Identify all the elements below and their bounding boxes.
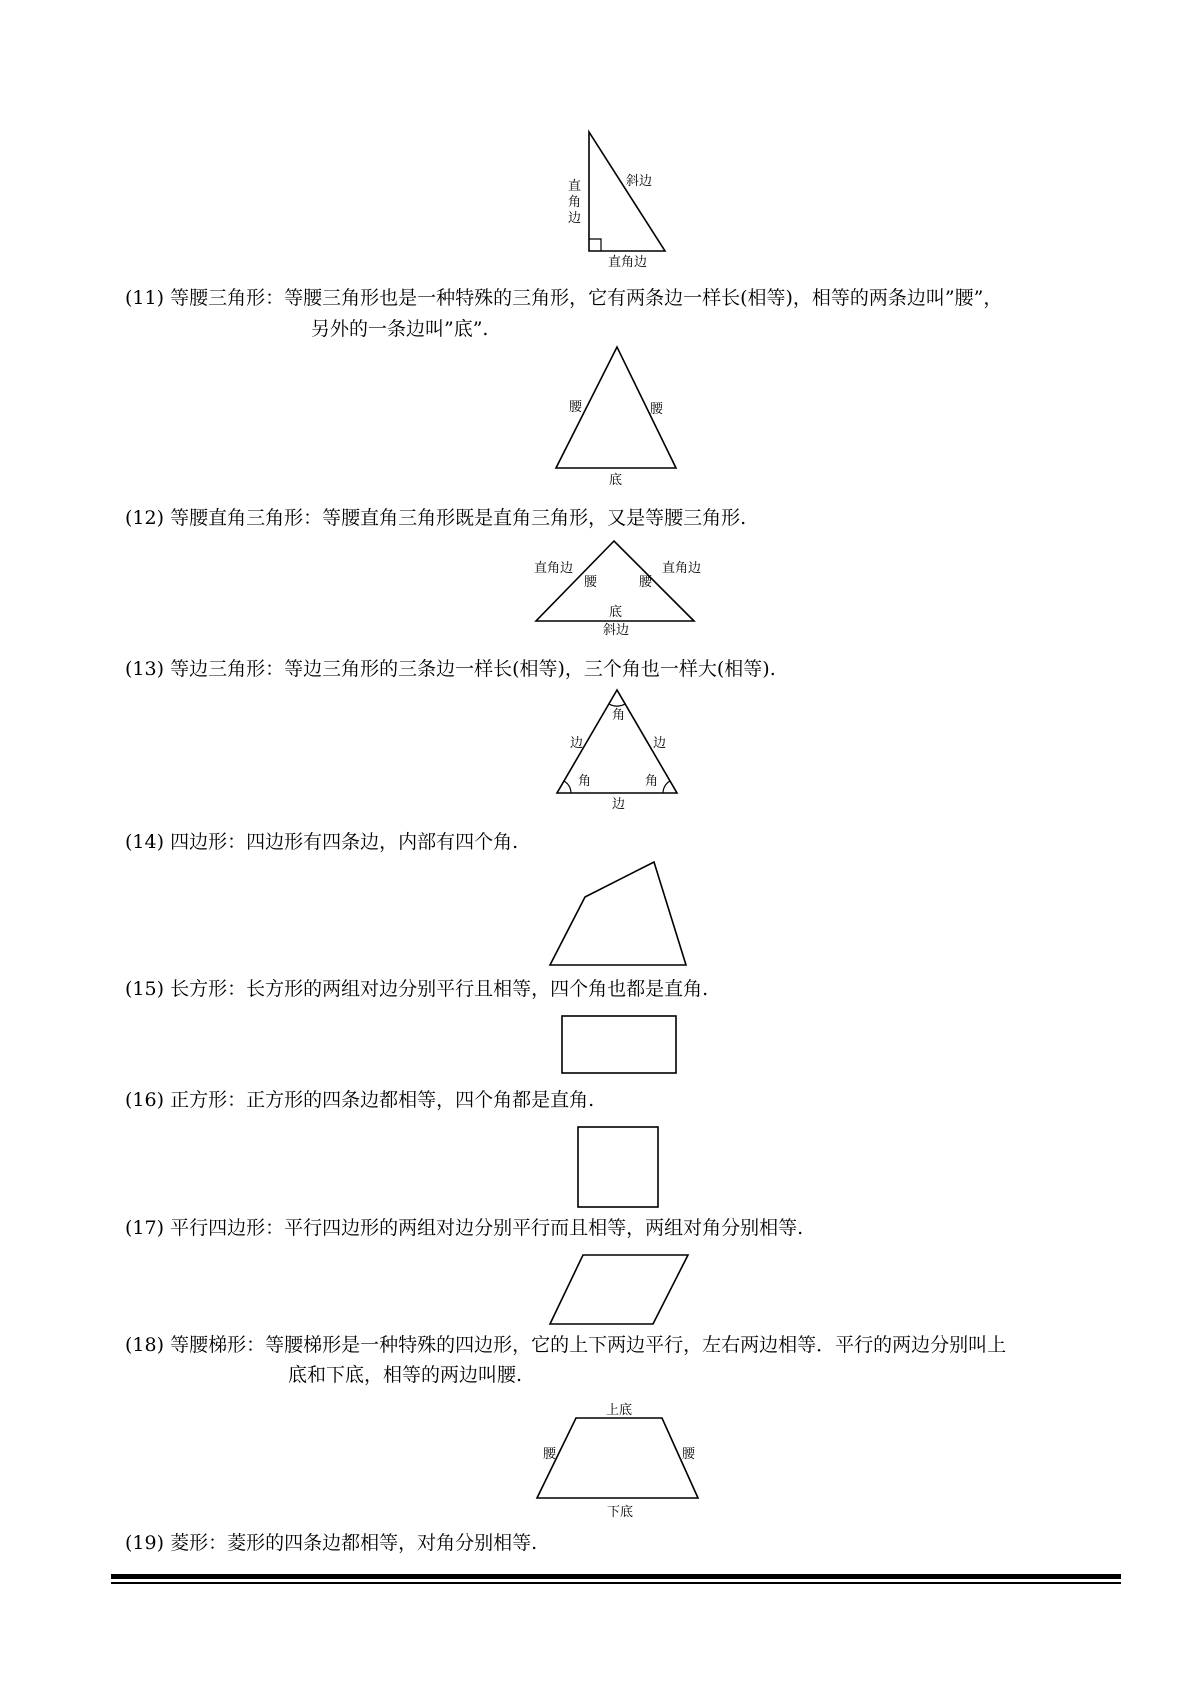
right-triangle-leg-char-3: 边 [568, 211, 582, 226]
item-17 [125, 1215, 803, 1242]
item-19 [125, 1530, 537, 1557]
item-number: (19) [125, 1532, 165, 1554]
item-text: 等边三角形：等边三角形的三条边一样长(相等)，三个角也一样大(相等). [170, 658, 776, 680]
item-text: 长方形：长方形的两组对边分别平行且相等，四个角也都是直角. [170, 978, 709, 1000]
equilateral-left-angle-label: 角 [578, 774, 592, 789]
item-11 [125, 285, 1002, 312]
right-triangle-figure [568, 132, 665, 270]
isosceles-trapezoid-figure [537, 1402, 698, 1520]
item-number: (17) [125, 1217, 165, 1239]
isosceles-right-left-inner-label: 腰 [584, 575, 598, 590]
trapezoid-left-leg-label: 腰 [543, 1447, 557, 1462]
equilateral-left-side-label: 边 [570, 736, 584, 751]
item-text: 四边形：四边形有四条边，内部有四个角. [170, 831, 519, 853]
item-text: 正方形：正方形的四条边都相等，四个角都是直角. [170, 1089, 595, 1111]
isosceles-right-base-label: 底 [609, 605, 623, 620]
isosceles-triangle-figure [556, 347, 676, 488]
item-12 [125, 505, 746, 532]
item-text: 菱形：菱形的四条边都相等，对角分别相等. [170, 1532, 538, 1554]
isosceles-right-right-inner-label: 腰 [639, 575, 653, 590]
item-16 [125, 1087, 594, 1114]
item-text: 等腰三角形：等腰三角形也是一种特殊的三角形，它有两条边一样长(相等)，相等的两条边叫”腰”， [170, 287, 1003, 309]
trapezoid-top-base-label: 上底 [606, 1403, 633, 1418]
quadrilateral-figure [550, 862, 686, 965]
item-number: (15) [125, 978, 165, 1000]
square-figure [578, 1127, 658, 1207]
isosceles-right-left-outer-label: 直角边 [534, 561, 574, 576]
footer-rule-thick [111, 1574, 1121, 1579]
item-number: (13) [125, 658, 165, 680]
item-text: 平行四边形：平行四边形的两组对边分别平行而且相等，两组对角分别相等. [170, 1217, 804, 1239]
right-triangle-hypotenuse-label: 斜边 [626, 174, 653, 189]
isosceles-left-leg-label: 腰 [569, 400, 583, 415]
right-triangle-bottom-leg-label: 直角边 [608, 255, 648, 270]
rectangle-figure [562, 1016, 676, 1073]
item-number: (12) [125, 507, 165, 529]
equilateral-right-angle-label: 角 [645, 774, 659, 789]
trapezoid-right-leg-label: 腰 [682, 1447, 696, 1462]
item-number: (16) [125, 1089, 165, 1111]
isosceles-right-leg-label: 腰 [650, 402, 664, 417]
equilateral-triangle-figure [557, 690, 677, 812]
isosceles-right-triangle-figure [534, 541, 701, 638]
item-number: (14) [125, 831, 165, 853]
footer-rule-thin [111, 1582, 1121, 1584]
item-number: (18) [125, 1334, 165, 1356]
equilateral-top-angle-label: 角 [612, 708, 626, 723]
item-13 [125, 656, 776, 683]
item-15 [125, 976, 708, 1003]
parallelogram-figure [550, 1255, 688, 1324]
item-text: 等腰直角三角形：等腰直角三角形既是直角三角形，又是等腰三角形. [170, 507, 747, 529]
item-14 [125, 829, 518, 856]
isosceles-right-hypotenuse-label: 斜边 [603, 623, 630, 638]
isosceles-base-label: 底 [609, 473, 623, 488]
item-11-continuation: 另外的一条边叫”底”. [311, 318, 489, 340]
item-18 [125, 1332, 1006, 1359]
item-number: (11) [125, 287, 165, 309]
item-text: 等腰梯形：等腰梯形是一种特殊的四边形，它的上下两边平行，左右两边相等．平行的两边分别叫上 [170, 1334, 1007, 1356]
right-triangle-leg-char-2: 角 [568, 195, 582, 210]
item-18-continuation: 底和下底，相等的两边叫腰. [288, 1364, 523, 1386]
equilateral-right-side-label: 边 [653, 736, 667, 751]
equilateral-bottom-side-label: 边 [612, 797, 626, 812]
trapezoid-bottom-base-label: 下底 [607, 1505, 634, 1520]
isosceles-right-right-outer-label: 直角边 [662, 561, 702, 576]
right-triangle-leg-char-1: 直 [568, 179, 582, 194]
